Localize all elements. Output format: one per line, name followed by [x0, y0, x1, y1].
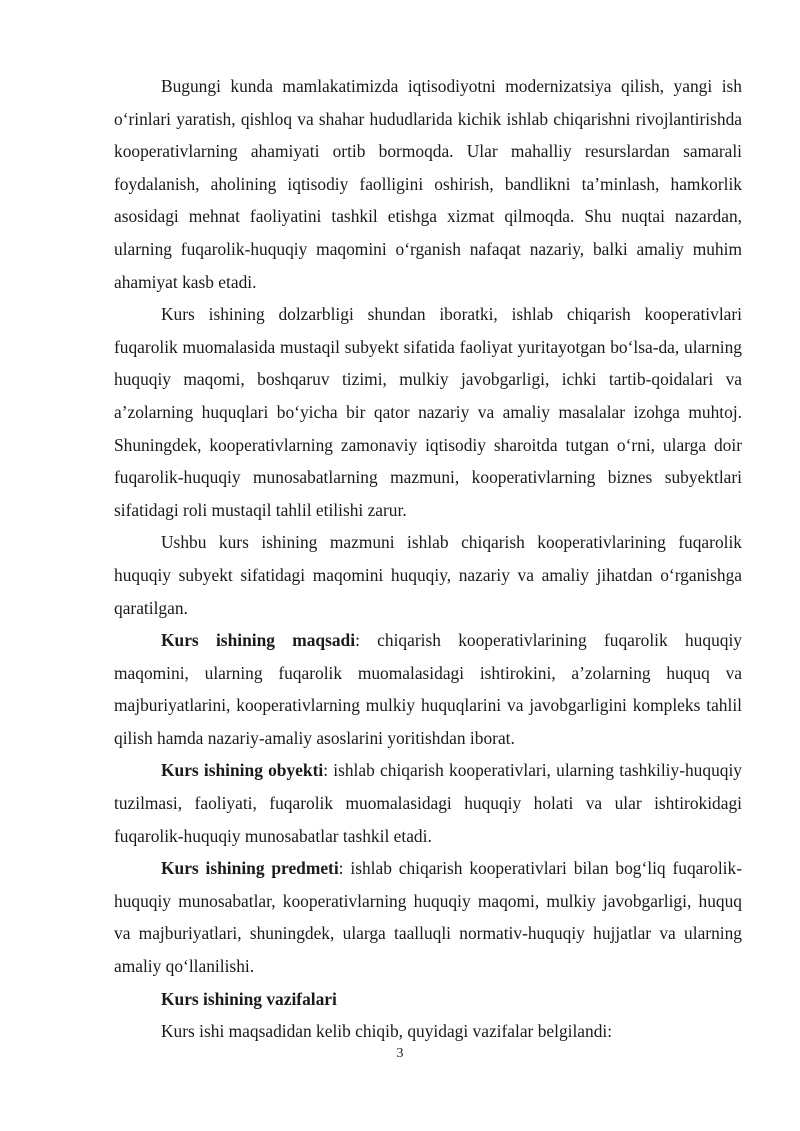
paragraph-text: Kurs ishining dolzarbligi shundan iboratki, ishlab chiqarish kooperativlari fuqarolik muomalasida mustaqil subyekt sifatida faoliyat yuritayotgan bo‘lsa-da, ularning huquqiy maqomi, boshqaruv tizimi, mulkiy javobgarligi, ichki tartib-qoidalari va a’zolarning huquqlari bo‘yicha bir qator nazariy va amaliy masalalar izohga muhtoj. Shuningdek, kooperativlarning zamonaviy iqtisodiy sharoitda tutgan o‘rni, ularga doir fuqarolik-huquqiy munosabatlarning mazmuni, kooperativlarning biznes subyektlari sifatidagi roli mustaqil tahlil etilishi zarur.	[114, 304, 742, 520]
paragraph-lead-term: Kurs ishining obyekti	[161, 760, 324, 781]
paragraph-text: : ishlab chiqarish kooperativlari, ularning tashkiliy-huquqiy tuzilmasi, faoliyati, fuqarolik muomalasidagi huquqiy holati va ular ishtirokidagi fuqarolik-huquqiy munosabatlar tashkil etadi.	[114, 760, 742, 846]
paragraph-lead-term: Kurs ishining predmeti	[161, 858, 339, 879]
section-heading: Kurs ishining vazifalari	[161, 988, 337, 1009]
paragraph-subject	[114, 852, 742, 982]
paragraph-text: Ushbu kurs ishining mazmuni ishlab chiqarish kooperativlarining fuqarolik huquqiy subyekt sifatidagi maqomini huquqiy, nazariy va amaliy jihatdan o‘rganishga qaratilgan.	[114, 532, 742, 618]
paragraph-object	[114, 754, 742, 852]
paragraph-text: : ishlab chiqarish kooperativlari bilan bog‘liq fuqarolik-huquqiy munosabatlar, kooperativlarning huquqiy maqomi, mulkiy javobgarligi, huquq va majburiyatlari, shuningdek, ularga taalluqli normativ-huquqiy hujjatlar va ularning amaliy qo‘llanilishi.	[114, 858, 742, 977]
paragraph-text: Bugungi kunda mamlakatimizda iqtisodiyotni modernizatsiya qilish, yangi ish o‘rinlari yaratish, qishloq va shahar hududlarida kichik ishlab chiqarishni rivojlantirishda kooperativlarning ahamiyati ortib bormoqda. Ular mahalliy resurslardan samarali foydalanish, aholining iqtisodiy faolligini oshirish, bandlikni ta’minlash, hamkorlik asosidagi mehnat faoliyatini tashkil etishga xizmat qilmoqda. Shu nuqtai nazardan, ularning fuqarolik-huquqiy maqomini o‘rganish nafaqat nazariy, balki amaliy muhim ahamiyat kasb etadi.	[114, 76, 742, 292]
paragraph-text: : chiqarish kooperativlarining fuqarolik huquqiy maqomini, ularning fuqarolik muomalasidagi ishtirokini, a’zolarning huquq va majburiyatlarini, kooperativlarning mulkiy huquqlarini va javobgarligini kompleks tahlil qilish hamda nazariy-amaliy asoslarini yoritishdan iborat.	[114, 630, 742, 748]
document-page	[114, 70, 742, 1048]
closing-line: Kurs ishi maqsadidan kelib chiqib, quyidagi vazifalar belgilandi:	[161, 1021, 613, 1042]
paragraph-lead-term: Kurs ishining maqsadi	[161, 630, 356, 651]
page-number: 3	[396, 1046, 404, 1061]
paragraph-goal	[114, 624, 742, 754]
paragraph-relevance	[114, 298, 742, 526]
paragraph-content	[114, 526, 742, 624]
paragraph-intro	[114, 70, 742, 298]
